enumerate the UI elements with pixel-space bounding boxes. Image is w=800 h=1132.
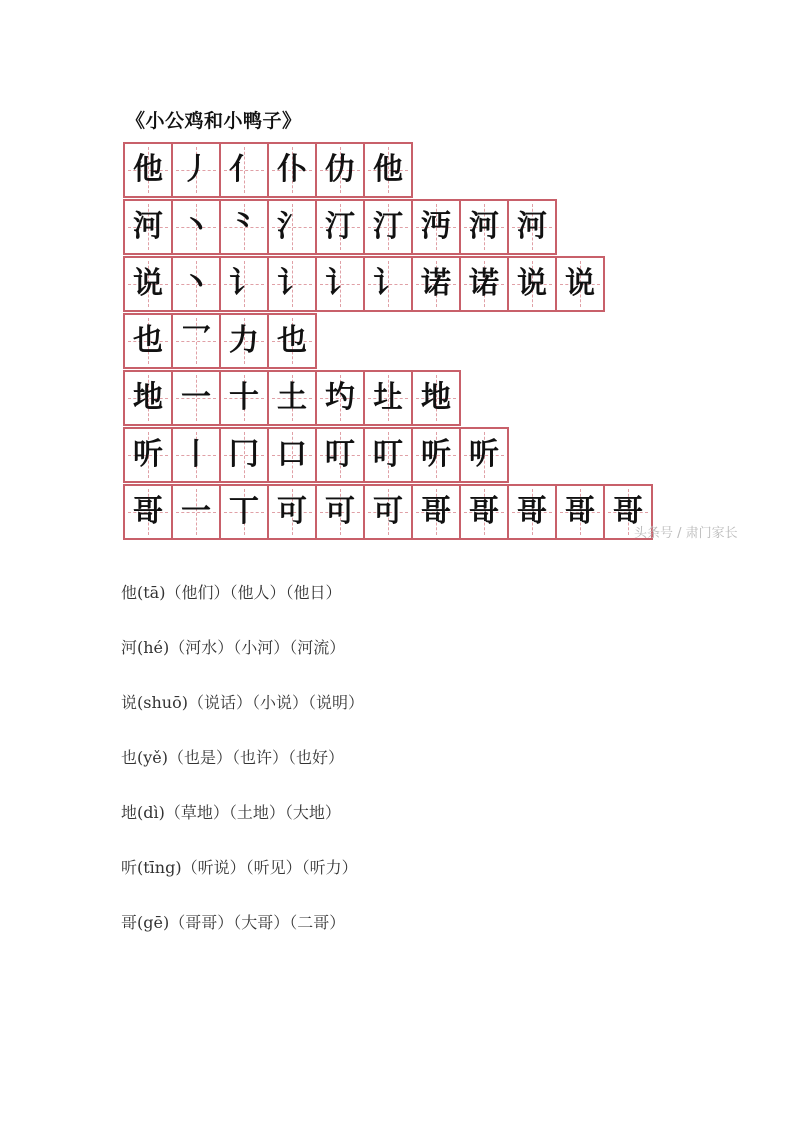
stroke-step-glyph: 可 [373,494,403,529]
stroke-step-cell [317,258,365,310]
stroke-step-glyph: 河 [469,209,499,244]
character-glyph: 河 [133,209,163,244]
stroke-step-cell [413,429,461,481]
vocabulary-list [121,580,721,965]
stroke-step-glyph: 河 [517,209,547,244]
stroke-step-cell [317,486,365,538]
character-cell [125,144,173,196]
stroke-step-cell [173,486,221,538]
stroke-step-cell [221,315,269,367]
stroke-step-glyph: 一 [181,380,211,415]
stroke-step-glyph: 他 [373,152,403,187]
stroke-step-glyph: 丶 [181,209,211,244]
stroke-step-glyph: 说 [517,266,547,301]
stroke-step-glyph: 地 [421,380,451,415]
vocab-line: 地(dì)（草地）（土地）（大地） [121,803,341,822]
stroke-step-cell [317,144,365,196]
stroke-step-cell [413,486,461,538]
stroke-step-cell [413,372,461,424]
character-glyph: 地 [133,380,163,415]
stroke-step-glyph: 仆 [277,152,307,187]
stroke-step-cell [317,372,365,424]
stroke-step-glyph: 汀 [325,209,355,244]
stroke-row [123,370,461,426]
character-cell [125,258,173,310]
stroke-step-cell [509,258,557,310]
stroke-step-cell [461,429,509,481]
stroke-step-cell [269,429,317,481]
stroke-step-glyph: 力 [229,323,259,358]
stroke-step-glyph: 丶 [181,266,211,301]
stroke-step-glyph: 可 [277,494,307,529]
stroke-step-glyph: 氵 [277,209,307,244]
vocab-line: 也(yě)（也是）（也许）（也好） [121,748,344,767]
stroke-row [123,313,317,369]
stroke-step-cell [221,486,269,538]
stroke-row [123,256,605,312]
stroke-row [123,142,413,198]
stroke-step-glyph: 一 [181,494,211,529]
stroke-step-cell [173,315,221,367]
stroke-step-glyph: 哥 [613,494,643,529]
stroke-step-cell [173,201,221,253]
stroke-step-cell [365,486,413,538]
vocab-line: 河(hé)（河水）（小河）（河流） [121,638,346,657]
stroke-step-glyph: 口 [277,437,307,472]
stroke-step-cell [221,429,269,481]
stroke-step-cell [173,372,221,424]
stroke-step-glyph: ⺀ [229,209,259,244]
stroke-row [123,427,509,483]
character-cell [125,201,173,253]
stroke-step-glyph: 讠 [229,266,259,301]
stroke-step-glyph: 听 [469,437,499,472]
stroke-step-cell [173,144,221,196]
stroke-step-glyph: 哥 [469,494,499,529]
stroke-step-glyph: 诺 [469,266,499,301]
stroke-step-glyph: 沔 [421,209,451,244]
stroke-step-cell [365,372,413,424]
stroke-step-glyph: 说 [565,266,595,301]
character-glyph: 说 [133,266,163,301]
stroke-step-cell [221,201,269,253]
stroke-step-cell [365,144,413,196]
stroke-step-cell [269,315,317,367]
stroke-order-chart [123,142,763,542]
page-title: 《小公鸡和小鸭子》 [126,110,302,132]
stroke-step-glyph: 冂 [229,437,259,472]
stroke-step-cell [365,201,413,253]
stroke-step-cell [317,201,365,253]
character-glyph: 他 [133,152,163,187]
stroke-step-cell [461,486,509,538]
stroke-step-glyph: 讠 [325,266,355,301]
stroke-step-cell [221,372,269,424]
character-glyph: 也 [133,323,163,358]
character-glyph: 哥 [133,494,163,529]
stroke-step-glyph: 叮 [373,437,403,472]
stroke-step-glyph: 丿 [181,152,211,187]
stroke-step-cell [269,486,317,538]
stroke-step-cell [317,429,365,481]
stroke-step-glyph: 圵 [373,380,403,415]
stroke-step-cell [269,201,317,253]
vocab-line: 他(tā)（他们）（他人）（他日） [121,583,342,602]
stroke-step-cell [557,486,605,538]
stroke-step-glyph: 仂 [325,152,355,187]
character-cell [125,486,173,538]
vocab-line: 说(shuō)（说话）（小说）（说明） [121,693,364,712]
stroke-step-cell [509,486,557,538]
stroke-step-glyph: 乛 [181,323,211,358]
stroke-step-glyph: 诺 [421,266,451,301]
stroke-step-glyph: 讠 [277,266,307,301]
stroke-step-glyph: 亻 [229,152,259,187]
stroke-step-cell [557,258,605,310]
stroke-step-cell [173,429,221,481]
stroke-row [123,199,557,255]
character-glyph: 听 [133,437,163,472]
stroke-step-cell [509,201,557,253]
character-cell [125,315,173,367]
stroke-step-cell [413,258,461,310]
stroke-step-cell [221,144,269,196]
stroke-step-cell [173,258,221,310]
stroke-step-cell [221,258,269,310]
character-cell [125,429,173,481]
stroke-step-glyph: 可 [325,494,355,529]
stroke-step-glyph: 哥 [565,494,595,529]
stroke-step-glyph: 土 [277,380,307,415]
stroke-step-cell [269,144,317,196]
stroke-step-glyph: 十 [229,380,259,415]
stroke-step-cell [365,258,413,310]
stroke-step-glyph: 丨 [181,437,211,472]
vocab-line: 听(tīng)（听说）（听见）（听力） [121,858,358,877]
vocab-line: 哥(gē)（哥哥）（大哥）（二哥） [121,913,346,932]
stroke-step-cell [269,372,317,424]
stroke-step-glyph: 听 [421,437,451,472]
stroke-step-glyph: 哥 [517,494,547,529]
stroke-step-cell [365,429,413,481]
watermark: 头条号 / 肃门家长 [634,526,738,541]
stroke-row [123,484,653,540]
stroke-step-glyph: 汀 [373,209,403,244]
stroke-step-cell [461,201,509,253]
character-cell [125,372,173,424]
stroke-step-glyph: 哥 [421,494,451,529]
stroke-step-glyph: 也 [277,323,307,358]
stroke-step-cell [413,201,461,253]
stroke-step-glyph: 叮 [325,437,355,472]
stroke-step-glyph: 圴 [325,380,355,415]
stroke-step-glyph: 讠 [373,266,403,301]
stroke-step-cell [269,258,317,310]
stroke-step-glyph: 丅 [229,494,259,529]
stroke-step-cell [461,258,509,310]
